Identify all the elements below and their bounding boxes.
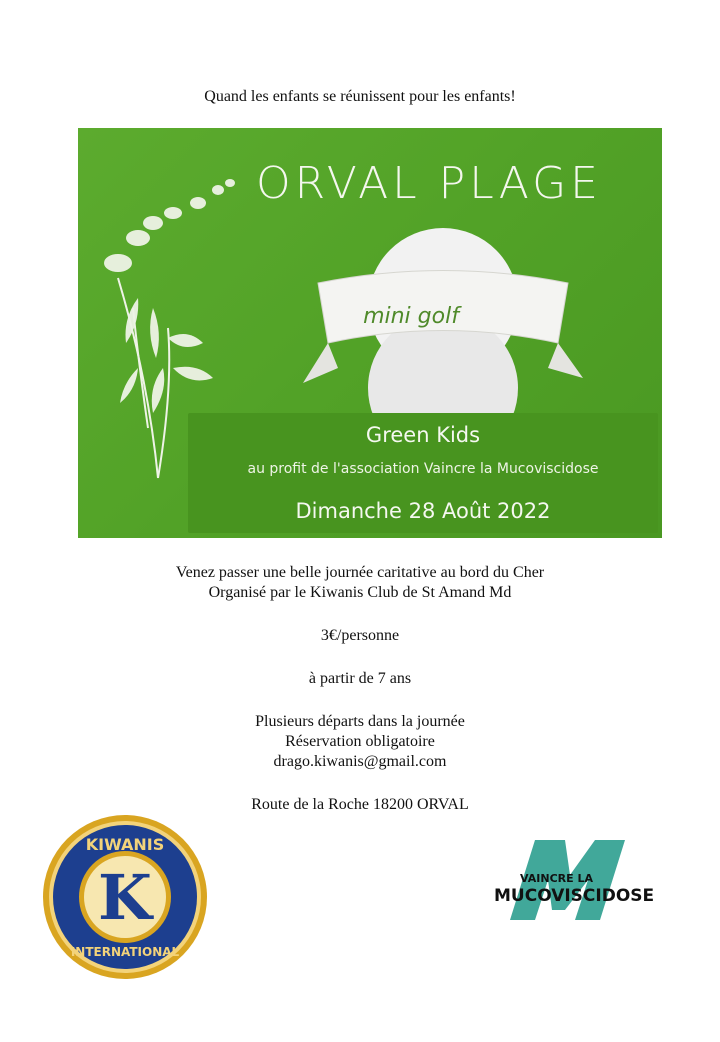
info-panel <box>188 413 658 533</box>
age-text: à partir de 7 ans <box>308 670 412 687</box>
details-line-1: Venez passer une belle journée caritative au bord du Cher <box>175 564 545 581</box>
address-text: Route de la Roche 18200 ORVAL <box>251 796 469 813</box>
ribbon-label: mini golf <box>363 304 459 329</box>
kiwanis-k-letter: K <box>98 861 152 934</box>
kiwanis-bottom-text: INTERNATIONAL <box>70 945 180 959</box>
club-name: Green Kids <box>365 423 481 447</box>
event-banner <box>78 128 662 538</box>
beneficiary-text: au profit de l'association Vaincre la Mucoviscidose <box>247 461 599 477</box>
details-line-2: Organisé par le Kiwanis Club de St Amand Md <box>208 584 512 601</box>
reservation-text: Réservation obligatoire <box>285 733 435 750</box>
muco-bottom-text: MUCOVISCIDOSE <box>494 886 655 906</box>
price-text: 3€/personne <box>320 627 400 644</box>
muco-top-text: VAINCRE LA <box>520 872 593 885</box>
departures-text: Plusieurs départs dans la journée <box>255 713 465 730</box>
event-date: Dimanche 28 Août 2022 <box>295 499 551 523</box>
kiwanis-logo <box>40 812 210 982</box>
kiwanis-top-text: KIWANIS <box>85 835 165 854</box>
email-text: drago.kiwanis@gmail.com <box>273 753 447 770</box>
mucoviscidose-logo <box>490 830 655 930</box>
banner-title: ORVAL PLAGE <box>256 158 602 209</box>
tagline: Quand les enfants se réunissent pour les enfants! <box>204 88 516 105</box>
